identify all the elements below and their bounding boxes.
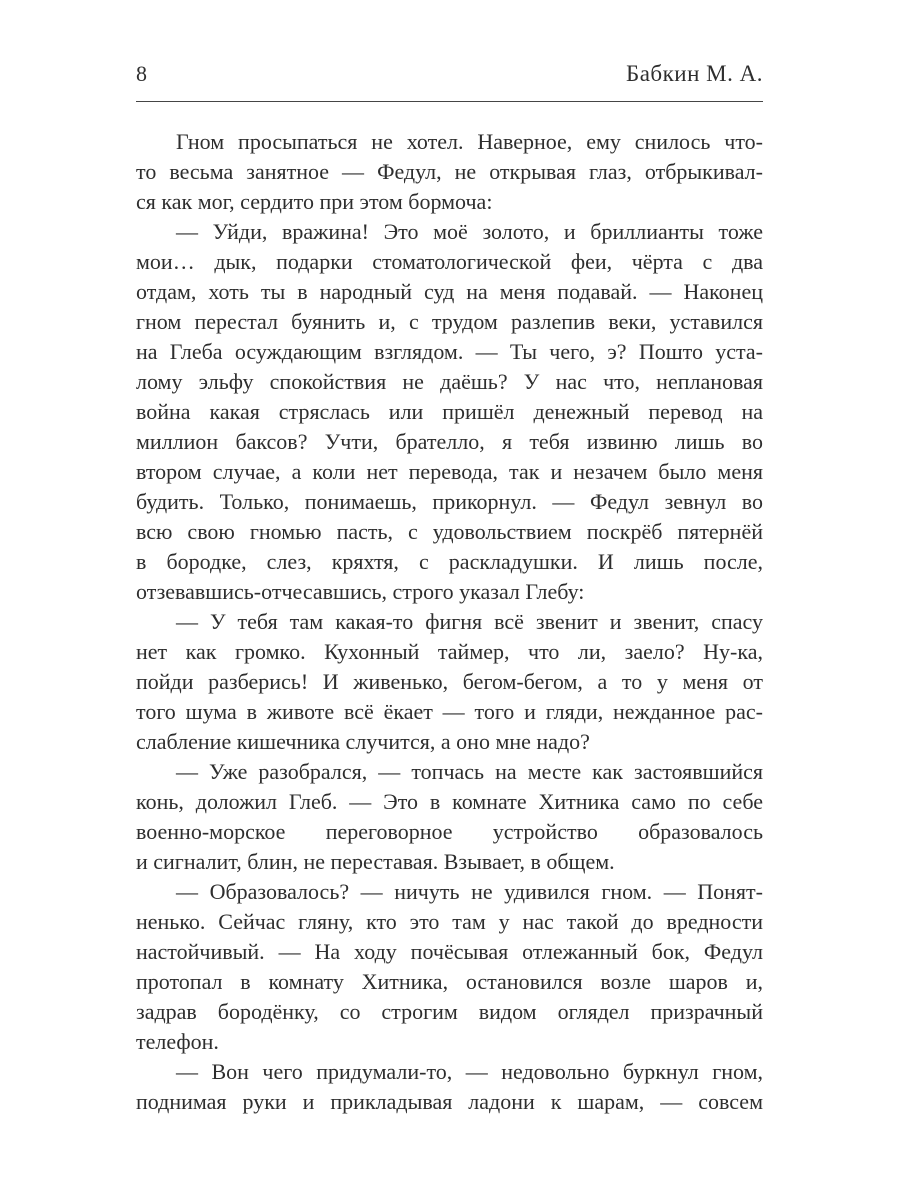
text-line: будить. Только, понимаешь, прикорнул. — Федул зевнул во: [136, 489, 763, 514]
text-line: гном перестал буянить и, с трудом разлепив веки, уставился: [136, 309, 763, 334]
text-line: лому эльфу спокойствия не даёшь? У нас что, неплановая: [136, 369, 763, 394]
text-line: ненько. Сейчас гляну, кто это там у нас такой до вредности: [136, 909, 763, 934]
text-line: задрав бородёнку, со строгим видом оглядел призрачный: [136, 999, 763, 1024]
text-line: на Глеба осуждающим взглядом. — Ты чего, э? Пошто уста-: [136, 339, 763, 364]
text-line: — Уйди, вражина! Это моё золото, и бриллианты тоже: [176, 219, 763, 244]
text-line: и сигналит, блин, не переставая. Взывает, в общем.: [136, 849, 615, 874]
text-line: — Уже разобрался, — топчась на месте как застоявшийся: [176, 759, 763, 784]
text-line: протопал в комнату Хитника, остановился возле шаров и,: [136, 969, 763, 994]
text-line: Гном просыпаться не хотел. Наверное, ему снилось что-: [176, 129, 763, 154]
text-line: конь, доложил Глеб. — Это в комнате Хитника само по себе: [136, 789, 763, 814]
text-line: того шума в животе всё ёкает — того и гляди, нежданное рас-: [136, 699, 763, 724]
text-line: телефон.: [136, 1029, 219, 1054]
text-line: в бородке, слез, кряхтя, с раскладушки. И лишь после,: [136, 549, 763, 574]
text-line: ся как мог, сердито при этом бормоча:: [136, 189, 493, 214]
paragraph: [136, 877, 763, 1057]
text-line: — Вон чего придумали-то, — недовольно буркнул гном,: [176, 1059, 763, 1084]
text-line: поднимая руки и прикладывая ладони к шарам, — совсем: [136, 1089, 763, 1114]
paragraph: [136, 217, 763, 607]
text-line: пойди разберись! И живенько, бегом-бегом, а то у меня от: [136, 669, 763, 694]
text-line: слабление кишечника случится, а оно мне надо?: [136, 729, 590, 754]
paragraph: [136, 757, 763, 877]
text-line: всю свою гномью пасть, с удовольствием поскрёб пятернёй: [136, 519, 763, 544]
paragraph: [136, 1057, 763, 1117]
running-title: Бабкин М. А.: [626, 61, 763, 86]
text-line: военно-морское переговорное устройство образовалось: [136, 819, 763, 844]
running-header: [136, 60, 763, 88]
text-line: война какая стряслась или пришёл денежный перевод на: [136, 399, 763, 424]
text-line: — У тебя там какая-то фигня всё звенит и звенит, спасу: [176, 609, 763, 634]
header-divider: [136, 101, 763, 102]
text-line: — Образовалось? — ничуть не удивился гном. — Понят-: [176, 879, 763, 904]
text-line: настойчивый. — На ходу почёсывая отлежанный бок, Федул: [136, 939, 763, 964]
text-body: [136, 127, 763, 1117]
paragraph: [136, 127, 763, 217]
page-number: 8: [136, 61, 147, 86]
text-line: нет как громко. Кухонный таймер, что ли, заело? Ну-ка,: [136, 639, 763, 664]
text-line: втором случае, а коли нет перевода, так и незачем было меня: [136, 459, 763, 484]
text-line: отдам, хоть ты в народный суд на меня подавай. — Наконец: [136, 279, 763, 304]
text-line: то весьма занятное — Федул, не открывая глаз, отбрыкивал-: [136, 159, 763, 184]
text-line: миллион баксов? Учти, брателло, я тебя извиню лишь во: [136, 429, 763, 454]
text-line: мои… дык, подарки стоматологической феи, чёрта с два: [136, 249, 763, 274]
paragraph: [136, 607, 763, 757]
text-line: отзевавшись-отчесавшись, строго указал Глебу:: [136, 579, 585, 604]
